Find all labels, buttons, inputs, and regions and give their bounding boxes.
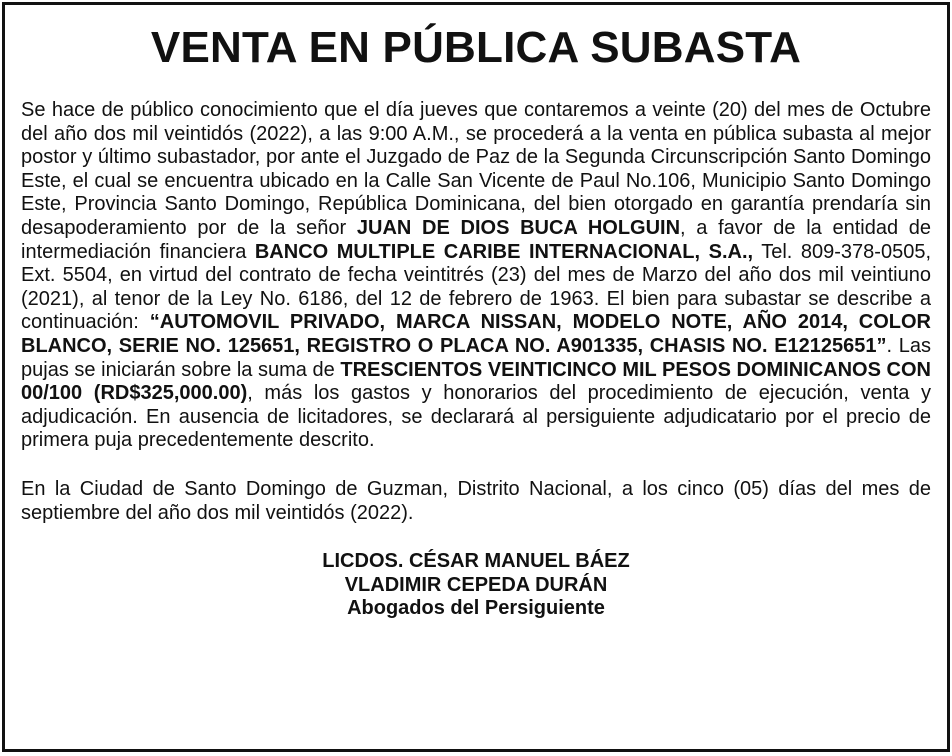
signature-line-lawyer-1: LICDOS. CÉSAR MANUEL BÁEZ — [322, 550, 630, 573]
body-text-closing: , más los gastos y honorarios del procedimiento de ejecución, venta y adjudicación. En ausencia de licitadores, se declarará al persiguiente adjudicatario por el precio de primera puja precedentemente descrito. — [21, 382, 931, 452]
body-text-bids: . Las pujas se iniciarán sobre la suma de — [21, 334, 931, 381]
signature-block — [21, 550, 931, 621]
date-paragraph: En la Ciudad de Santo Domingo de Guzman, Distrito Nacional, a los cinco (05) días del mes de septiembre del año dos mil veintidós (2022). — [21, 477, 931, 524]
debtor-name: JUAN DE DIOS BUCA HOLGUIN — [356, 216, 681, 239]
signature-line-role: Abogados del Persiguiente — [347, 597, 605, 620]
auction-notice — [2, 2, 950, 752]
body-text-intro: Se hace de público conocimiento que el día jueves que contaremos a veinte (20) del mes de Octubre del año dos mil veintidós (2022), a las 9:00 A.M., se procederá a la venta en pública subasta al mejor postor y último subastador, por ante el Juzgado de Paz de la Segunda Circunscripción Santo Domingo Este, el cual se encuentra ubicado en la Calle San Vicente de Paul No.106, Municipio Santo Domingo Este, Provincia Santo Domingo, República Dominicana, del bien otorgado en garantía prendaría sin desapoderamiento por de la señor — [21, 99, 931, 239]
notice-body-paragraph — [21, 99, 931, 453]
asset-description: “AUTOMOVIL PRIVADO, MARCA NISSAN, MODELO NOTE, AÑO 2014, COLOR BLANCO, SERIE NO. 125651, REGISTRO O PLACA NO. A901335, CHASIS NO. E12125651” — [21, 311, 931, 357]
body-text-contract: Tel. 809-378-0505, Ext. 5504, en virtud del contrato de fecha veintitrés (23) del mes de Marzo del año dos mil veintiuno (2021), al tenor de la Ley No. 6186, del 12 de febrero de 1963. El bien para subastar se describe a continuación: — [21, 240, 931, 334]
starting-bid-amount: TRESCIENTOS VEINTICINCO MIL PESOS DOMINICANOS CON 00/100 (RD$325,000.00) — [21, 358, 931, 405]
creditor-name: BANCO MULTIPLE CARIBE INTERNACIONAL, S.A., — [254, 240, 754, 263]
notice-title: VENTA EN PÚBLICA SUBASTA — [150, 23, 802, 72]
body-text-favor: , a favor de la entidad de intermediación financiera — [21, 216, 932, 263]
signature-line-lawyer-2: VLADIMIR CEPEDA DURÁN — [344, 573, 608, 596]
